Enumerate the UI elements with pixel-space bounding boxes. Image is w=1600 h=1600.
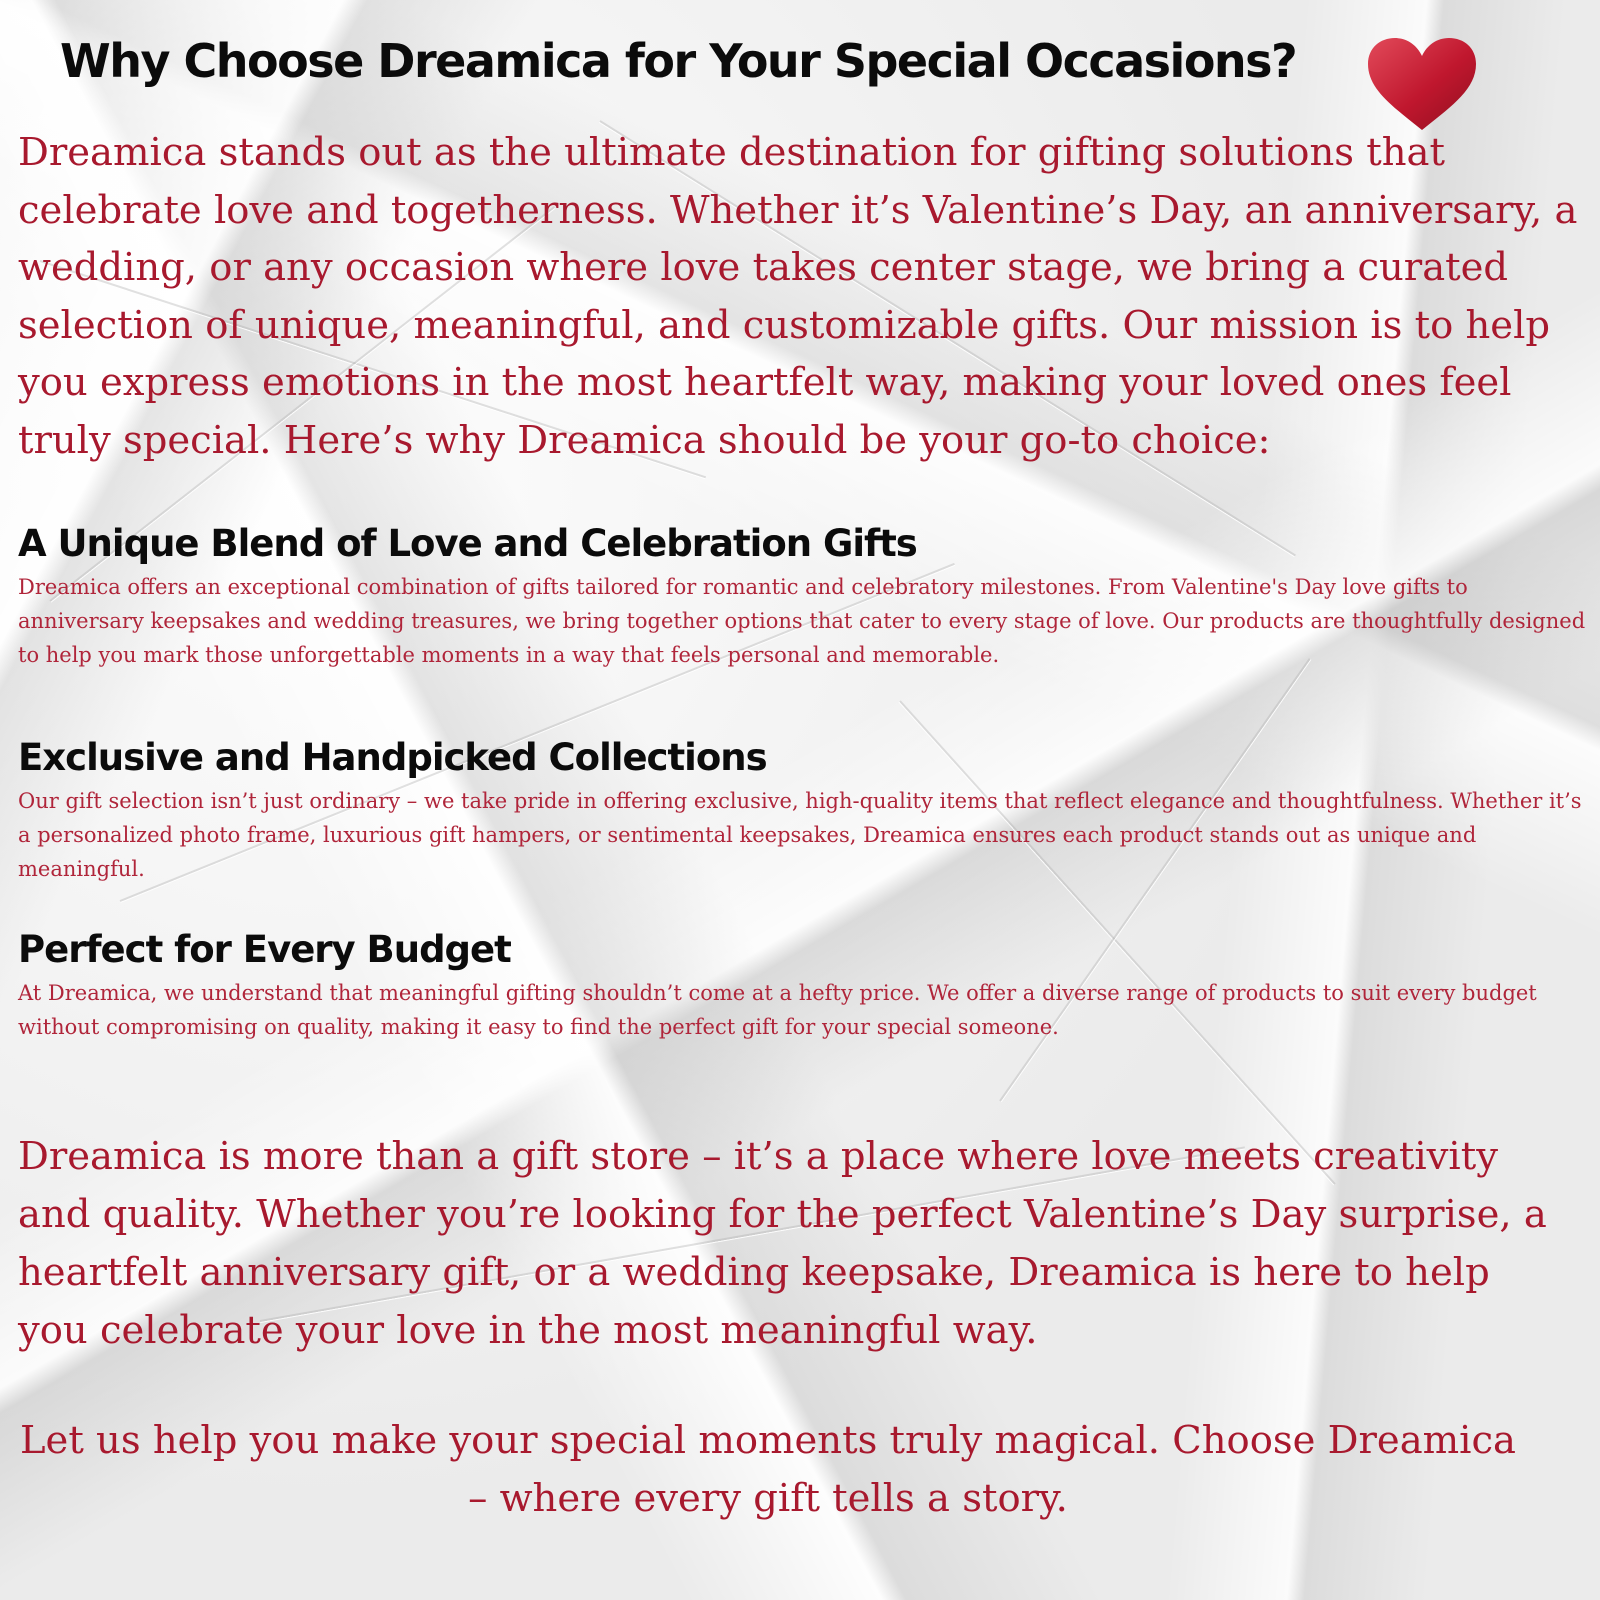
heart-icon xyxy=(1362,34,1482,134)
outro-paragraph: Dreamica is more than a gift store – it’s a place where love meets creativity and quality. Whether you’re looking for the perfect Valentine’s Day surprise, a heartfelt anniversary gift, or a wedding keepsake, Dreamica is here to help you celebrate your love in the most meaningful way. xyxy=(18,1134,1547,1353)
section-heading: A Unique Blend of Love and Celebration Gifts xyxy=(18,522,917,565)
section-heading: Perfect for Every Budget xyxy=(18,928,511,971)
section-body: Dreamica offers an exceptional combination of gifts tailored for romantic and celebratory milestones. From Valentine's Day love gifts to anniversary keepsakes and wedding treasures, we bring together options that cater to every stage of love. Our products are thoughtfully designed to help you mark those unforgettable moments in a way that feels personal and memorable. xyxy=(18,575,1586,667)
page-title: Why Choose Dreamica for Your Special Occasions? xyxy=(60,34,1297,88)
paper-crease xyxy=(899,700,1335,1184)
closing-tagline: Let us help you make your special moments truly magical. Choose Dreamica – where every gift tells a story. xyxy=(19,1418,1516,1521)
intro-paragraph: Dreamica stands out as the ultimate destination for gifting solutions that celebrate love and togetherness. Whether it’s Valentine’s Day, an anniversary, a wedding, or any occasion where love takes center stage, we bring a curated selection of unique, meaningful, and customizable gifts. Our mission is to help you express emotions in the most heartfelt way, making your loved ones feel truly special. Here’s why Dreamica should be your go-to choice: xyxy=(18,130,1578,463)
section-body: At Dreamica, we understand that meaningful gifting shouldn’t come at a hefty price. We offer a diverse range of products to suit every budget without compromising on quality, making it easy to find the perfect gift for your special someone. xyxy=(18,981,1537,1039)
section-body: Our gift selection isn’t just ordinary – we take pride in offering exclusive, high-quality items that reflect elegance and thoughtfulness. Whether it’s a personalized photo frame, luxurious gift hampers, or sentimental keepsakes, Dreamica ensures each product stands out as unique and meaningful. xyxy=(18,789,1582,881)
section-heading: Exclusive and Handpicked Collections xyxy=(18,736,767,779)
title-row xyxy=(60,30,1560,102)
